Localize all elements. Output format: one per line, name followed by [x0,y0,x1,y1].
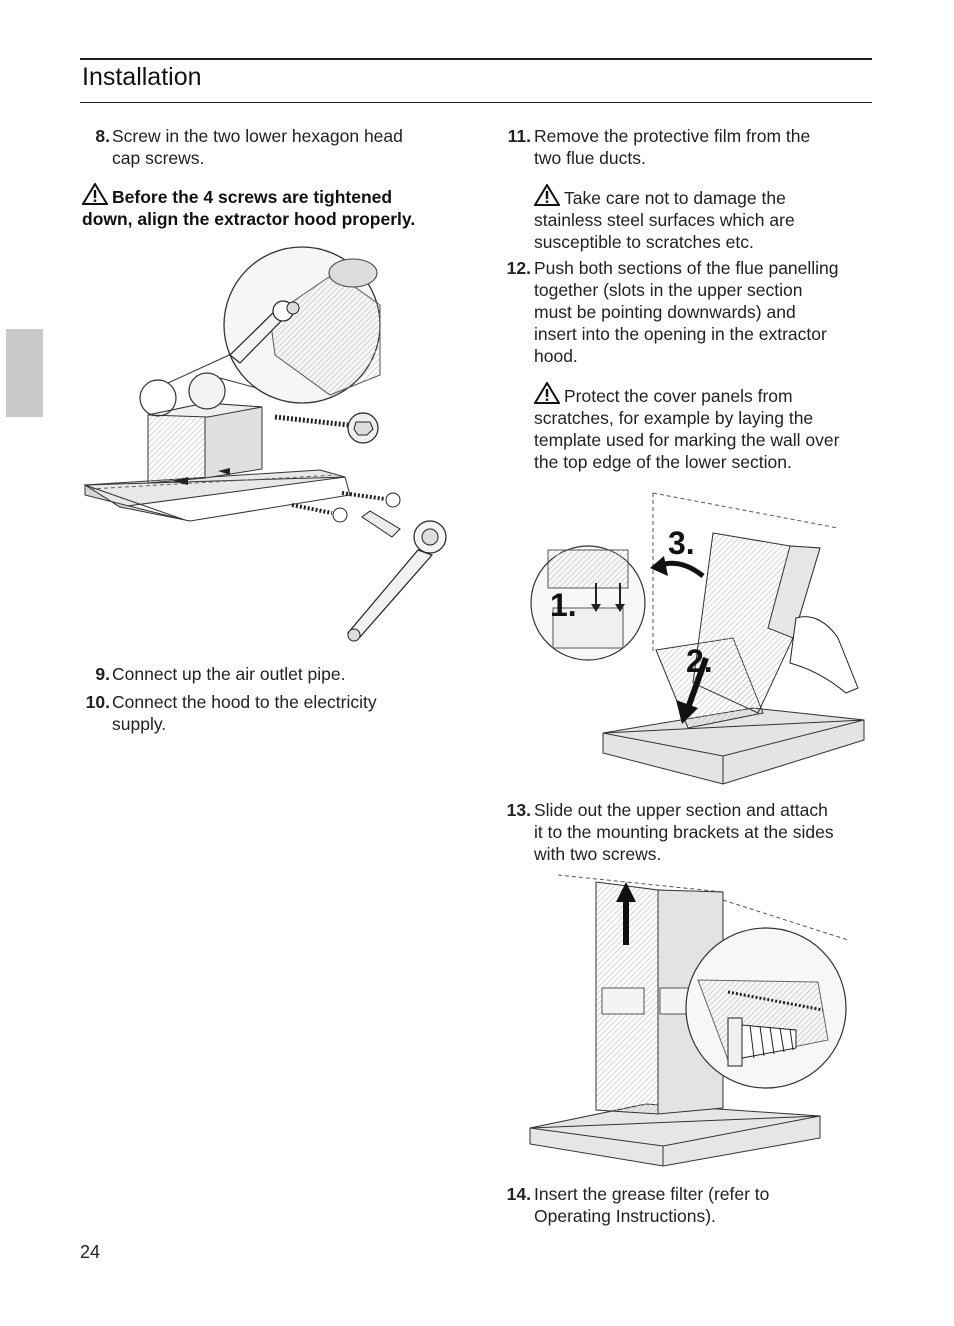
header-rule-bottom [80,102,872,103]
label-step-3: 3. [668,525,695,561]
step-text-line: hood. [534,346,578,366]
step-number: 13. [506,800,531,820]
step-text-line: Insert the grease filter (refer to [534,1184,770,1204]
step-text-line: Push both sections of the flue panelling [534,258,839,278]
hand [790,617,858,693]
step-text-line: insert into the opening in the extractor [534,324,827,344]
hood-canopy [530,1104,820,1166]
step-text-line: Connect the hood to the electricity [112,692,377,712]
step-9 [95,663,452,685]
page-title: Installation [82,63,202,91]
step-number: 12. [506,258,531,278]
label-step-2: 2. [686,643,713,679]
figure-flue-panelling [528,488,868,788]
note-text-line: scratches, for example by laying the [534,408,814,428]
note-text-line: Take care not to damage the [564,188,786,208]
note-text-line: the top edge of the lower section. [534,452,792,472]
detail-circle-left [140,380,176,416]
step-number: 14. [506,1184,531,1204]
step-text-line: Connect up the air outlet pipe. [112,664,346,684]
warning-note [82,183,462,230]
warning-text-line: down, align the extractor hood properly. [82,209,416,229]
step-text-line: with two screws. [534,844,662,864]
step-14 [506,1183,874,1227]
header-rule-top [80,58,872,60]
step-number: 8. [95,126,110,146]
step-text-line: Screw in the two lower hexagon head [112,126,403,146]
step-12 [506,257,874,367]
note-text-line: template used for marking the wall over [534,430,840,450]
step-text-line: must be pointing downwards) and [534,302,796,322]
note-text-line: susceptible to scratches etc. [534,232,754,252]
ratchet-socket [362,511,400,537]
step-11 [507,125,874,169]
step-8 [95,125,452,169]
figure-screw-hood [80,245,460,645]
detail-circle-right [189,373,225,409]
step-text-line: supply. [112,714,167,734]
step-number: 9. [95,664,110,684]
note-12 [534,382,874,473]
step-number: 11. [507,126,531,146]
warning-triangle-icon [534,382,560,404]
step-text-line: Remove the protective film from the [534,126,811,146]
step-13 [506,799,874,865]
note-text-line: Protect the cover panels from [564,386,793,406]
step-text-line: together (slots in the upper section [534,280,803,300]
figure-attach-upper-section [528,870,853,1172]
step-text-line: it to the mounting brackets at the sides [534,822,834,842]
step-text-line: Slide out the upper section and attach [534,800,828,820]
ratchet-handle [348,550,432,637]
warning-triangle-icon [534,184,560,206]
label-step-1: 1. [550,587,577,623]
step-10 [85,691,452,735]
note-11 [534,184,874,253]
step-text-line: Operating Instructions). [534,1206,716,1226]
screw-head [728,1018,742,1066]
page-number: 24 [80,1242,101,1262]
step-text-line: two flue ducts. [534,148,646,168]
warning-triangle-icon [82,183,108,205]
step-text-line: cap screws. [112,148,205,168]
step-number: 10. [85,692,110,712]
warning-text-line: Before the 4 screws are tightened [112,187,393,207]
section-tab [6,329,43,417]
note-text-line: stainless steel surfaces which are [534,210,795,230]
